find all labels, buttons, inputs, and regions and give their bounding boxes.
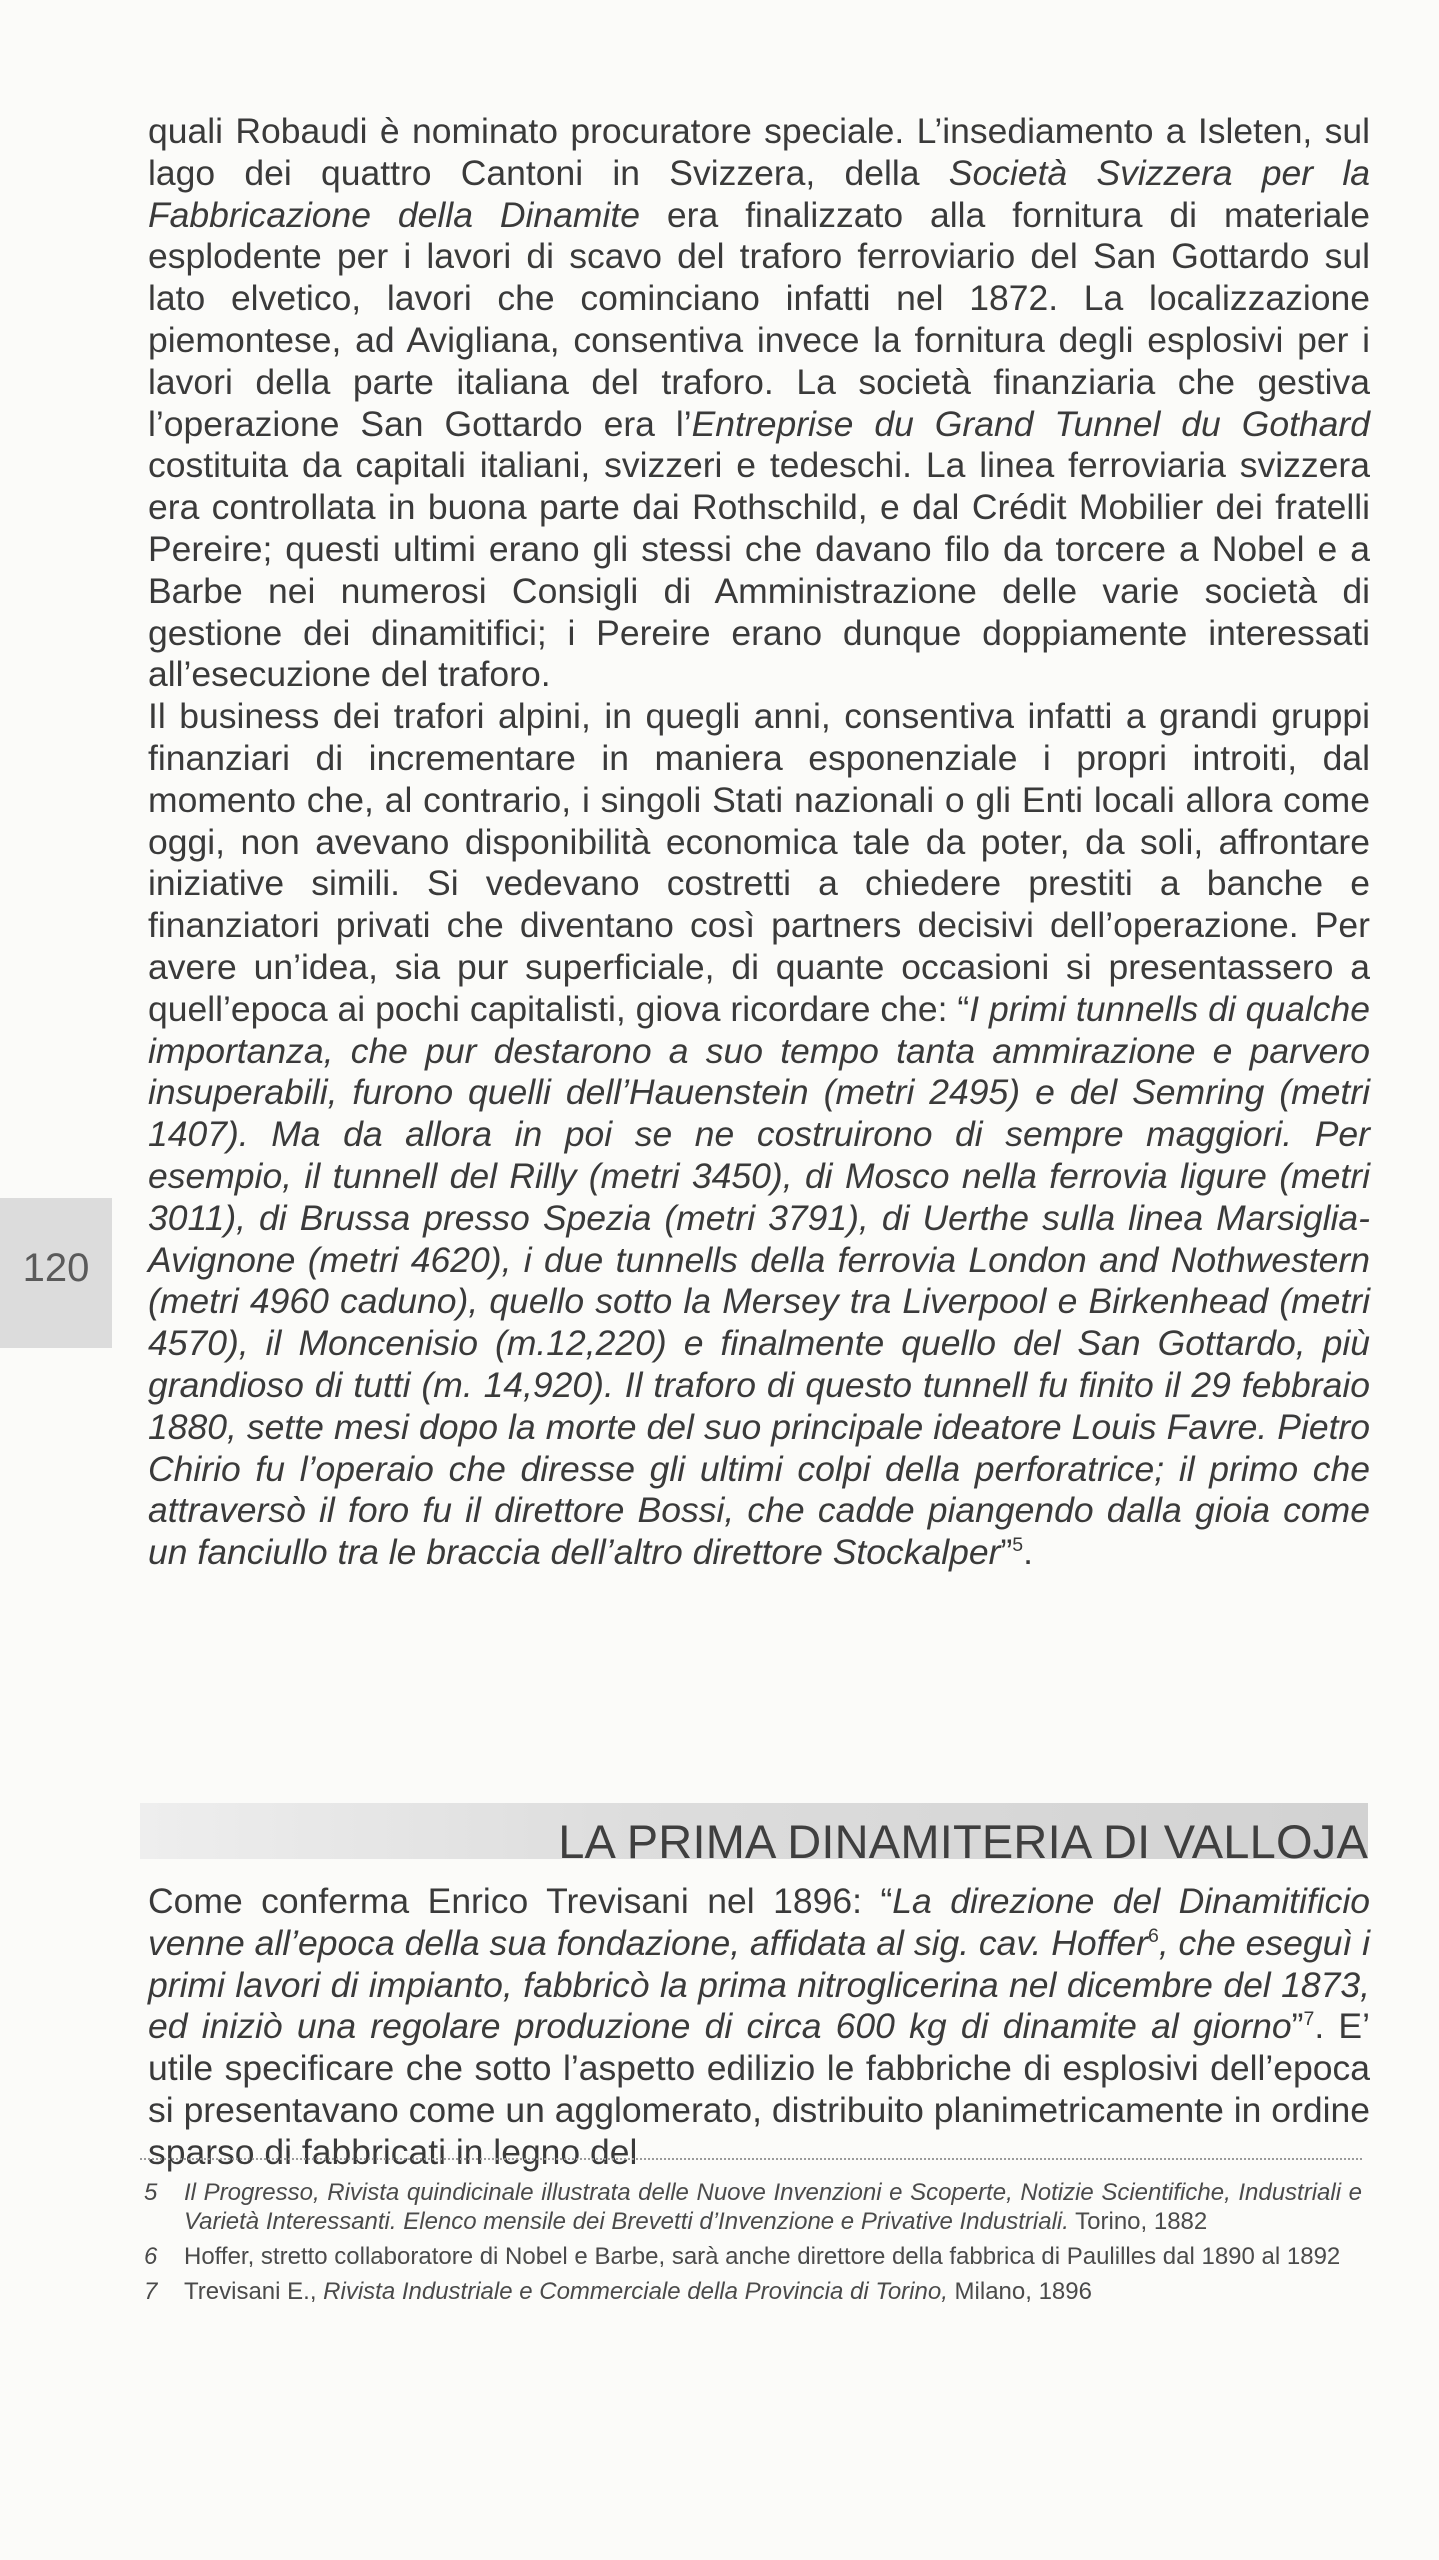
footnote-5: 5 Il Progresso, Rivista quindicinale illustrata delle Nuove Invenzioni e Scoperte, Notizie Scientifiche, Industriali e Varietà Interessanti. Elenco mensile dei Brevetti d’Invenzione e Privative Industriali. Torino, 1882 [144, 2179, 1362, 2235]
paragraph-1: quali Robaudi è nominato procuratore speciale. L’insediamento a Isleten, sul lago dei quattro Cantoni in Svizzera, della Società Svizzera per la Fabbricazione della Dinamite era finalizzato alla fornitura di materiale esplodente per i lavori di scavo del traforo ferroviario del San Gottardo sul lato elvetico, lavori che cominciano infatti nel 1872. La localizzazione piemontese, ad Avigliana, consentiva invece la fornitura degli esplosivi per i lavori della parte italiana del traforo. La società finanziaria che gestiva l’operazione San Gottardo era l’Entreprise du Grand Tunnel du Gothard costituita da capitali italiani, svizzeri e tedeschi. La linea ferroviaria svizzera era controllata in buona parte dai Rothschild, e dal Crédit Mobilier dei fratelli Pereire; questi ultimi erano gli stessi che davano filo da torcere a Nobel e a Barbe nei numerosi Consigli di Amministrazione delle varie società di gestione dei dinamitifici; i Pereire erano dunque doppiamente interessati all’esecuzione del traforo. [148, 111, 1370, 695]
main-text-block [148, 111, 1370, 1574]
paragraph-2: Il business dei trafori alpini, in quegli anni, consentiva infatti a grandi gruppi finanziari di incrementare in maniera esponenziale i propri introiti, dal momento che, al contrario, i singoli Stati nazionali o gli Enti locali allora come oggi, non avevano disponibilità economica tale da poter, da soli, affrontare iniziative simili. Si vedevano costretti a chiedere prestiti a banche e finanziatori privati che diventano così partners decisivi dell’operazione. Per avere un’idea, sia pur superficiale, di quante occasioni si presentassero a quell’epoca ai pochi capitalisti, giova ricordare che: “I primi tunnells di qualche importanza, che pur destarono a suo tempo tanta ammirazione e parvero insuperabili, furono quelli dell’Hauenstein (metri 2495) e del Semring (metri 1407). Ma da allora in poi se ne costruirono di sempre maggiori. Per esempio, il tunnell del Rilly (metri 3450), di Mosco nella ferrovia ligure (metri 3011), di Brussa presso Spezia (metri 3791), di Uerthe sulla linea Marsiglia-Avignone (metri 4620), i due tunnells della ferrovia London and Nothwestern (metri 4960 caduno), quello sotto la Mersey tra Liverpool e Birkenhead (metri 4570), il Moncenisio (m.12,220) e finalmente quello del San Gottardo, più grandioso di tutti (m. 14,920). Il traforo di questo tunnell fu finito il 29 febbraio 1880, sette mesi dopo la morte del suo principale ideatore Louis Favre. Pietro Chirio fu l’operaio che diresse gli ultimi colpi della perforatrice; il primo che attraversò il foro fu il direttore Bossi, che cadde piangendo dalla gioia come un fanciullo tra le braccia dell’altro direttore Stockalper”$^5$. [148, 696, 1370, 1573]
quotation-continued: , che eseguì i primi lavori di impianto, fabbricò la prima nitroglicerina nel dicembre del 1873, ed iniziò una regolare produzione di circa 600 kg di dinamite al giorno [148, 1922, 1370, 2047]
footnote-ref-6[interactable]: 6 [1147, 1924, 1159, 1947]
footnote-6: 6 Hoffer, stretto collaboratore di Nobel e Barbe, sarà anche direttore della fabbrica di Paulilles dal 1890 al 1892 [144, 2243, 1341, 2270]
company-name: Società Svizzera per la Fabbricazione della Dinamite [148, 152, 1370, 235]
section-heading-bar [140, 1803, 1368, 1868]
quotation: La direzione del Dinamitificio venne all’epoca della sua fondazione, affidata al sig. cav. Hoffer [148, 1881, 1370, 1963]
paragraph-3: Come conferma Enrico Trevisani nel 1896: “La direzione del Dinamitificio venne all’epoca della sua fondazione, affidata al sig. cav. Hoffer$^6$, che eseguì i primi lavori di impianto, fabbricò la prima nitroglicerina nel dicembre del 1873, ed iniziò una regolare produzione di circa 600 kg di dinamite al giorno”$^7$. E’ utile specificare che sotto l’aspetto edilizio le fabbriche di esplosivi dell’epoca si presentavano come un agglomerato, distribuito planimetricamente in ordine sparso di fabbricati in legno del [148, 1881, 1370, 2172]
footnote-ref-7[interactable]: 7 [1303, 2008, 1315, 2031]
section-text-block [148, 1881, 1370, 2174]
page-number: 120 [22, 1246, 90, 1290]
quotation: I primi tunnells di qualche importanza, che pur destarono a suo tempo tanta ammirazione e parvero insuperabili, furono quelli dell’Hauenstein (metri 2495) e del Semring (metri 1407). Ma da allora in poi se ne costruirono di sempre maggiori. Per esempio, il tunnell del Rilly (metri 3450), di Mosco nella ferrovia ligure (metri 3011), di Brussa presso Spezia (metri 3791), di Uerthe sulla linea Marsiglia-Avignone (metri 4620), i due tunnells della ferrovia London and Nothwestern (metri 4960 caduno), quello sotto la Mersey tra Liverpool e Birkenhead (metri 4570), il Moncenisio (m.12,220) e finalmente quello del San Gottardo, più grandioso di tutti (m. 14,920). Il traforo di questo tunnell fu finito il 29 febbraio 1880, sette mesi dopo la morte del suo principale ideatore Louis Favre. Pietro Chirio fu l’operaio che diresse gli ultimi colpi della perforatrice; il primo che attraversò il foro fu il direttore Bossi, che cadde piangendo dalla gioia come un fanciullo tra le braccia dell’altro direttore Stockalper [148, 988, 1370, 1573]
footnote-ref-5[interactable]: 5 [1012, 1534, 1024, 1557]
footnotes-divider [140, 2158, 1362, 2160]
footnote-number: 6 [144, 2243, 158, 2270]
enterprise-name: Entreprise du Grand Tunnel du Gothard [691, 403, 1370, 444]
footnotes [140, 2178, 1362, 2312]
footnote-7: 7 Trevisani E., Rivista Industriale e Commerciale della Provincia di Torino, Milano, 1896 [144, 2278, 1092, 2305]
section-heading: LA PRIMA DINAMITERIA DI VALLOJA [558, 1815, 1368, 1868]
footnote-number: 7 [144, 2278, 158, 2305]
footnote-number: 5 [144, 2179, 158, 2206]
